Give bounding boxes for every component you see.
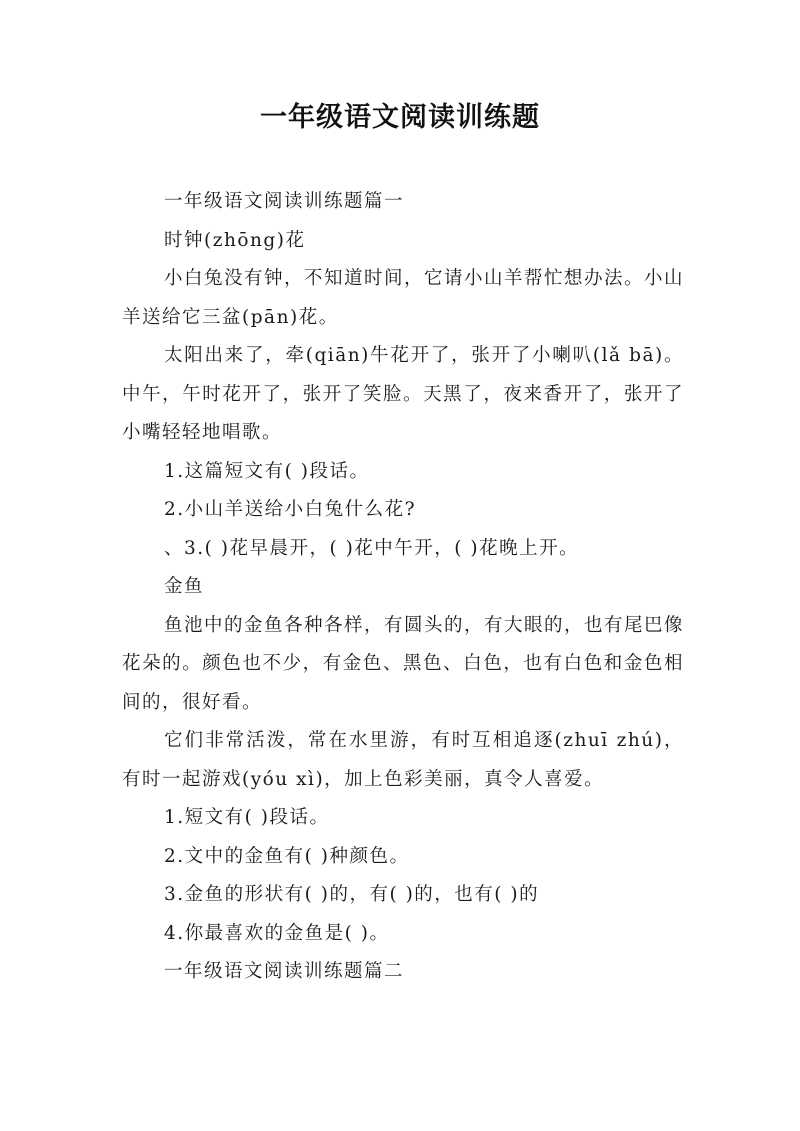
story-title: 金鱼 bbox=[164, 576, 205, 597]
story-paragraph: 它们非常活泼，常在水里游，有时互相追逐(zhuī zhú)，有时一起游戏(yóu xì)，加上色彩美丽，真令人喜爱。 bbox=[122, 730, 684, 790]
question-item: 3.金鱼的形状有( )的，有( )的，也有( )的 bbox=[164, 884, 540, 905]
section-heading: 一年级语文阅读训练题篇二 bbox=[164, 961, 405, 982]
question-item: 2.小山羊送给小白兔什么花? bbox=[164, 499, 417, 520]
question-item: 1.这篇短文有( )段话。 bbox=[164, 460, 370, 482]
question-item: 1.短文有( )段话。 bbox=[164, 807, 330, 828]
question-item: 2.文中的金鱼有( )种颜色。 bbox=[164, 845, 410, 867]
question-item: 4.你最喜欢的金鱼是( )。 bbox=[164, 922, 390, 944]
document-title: 一年级语文阅读训练题 bbox=[260, 102, 540, 133]
section-heading: 一年级语文阅读训练题篇一 bbox=[164, 191, 405, 212]
story-paragraph: 太阳出来了，牵(qiān)牛花开了，张开了小喇叭(lǎ bā)。中午，午时花开了，张开了笑脸。天黑了，夜来香开了，张开了小嘴轻轻地唱歌。 bbox=[122, 345, 684, 443]
question-item: 、3.( )花早晨开，( )花中午开，( )花晚上开。 bbox=[164, 537, 580, 559]
story-title: 时钟(zhōng)花 bbox=[164, 229, 306, 251]
story-paragraph: 鱼池中的金鱼各种各样，有圆头的，有大眼的，也有尾巴像花朵的。颜色也不少，有金色、黑色、白色，也有白色和金色相间的，很好看。 bbox=[122, 614, 685, 713]
story-paragraph: 小白兔没有钟，不知道时间，它请小山羊帮忙想办法。小山羊送给它三盆(pān)花。 bbox=[122, 268, 685, 328]
document-body bbox=[122, 183, 684, 992]
